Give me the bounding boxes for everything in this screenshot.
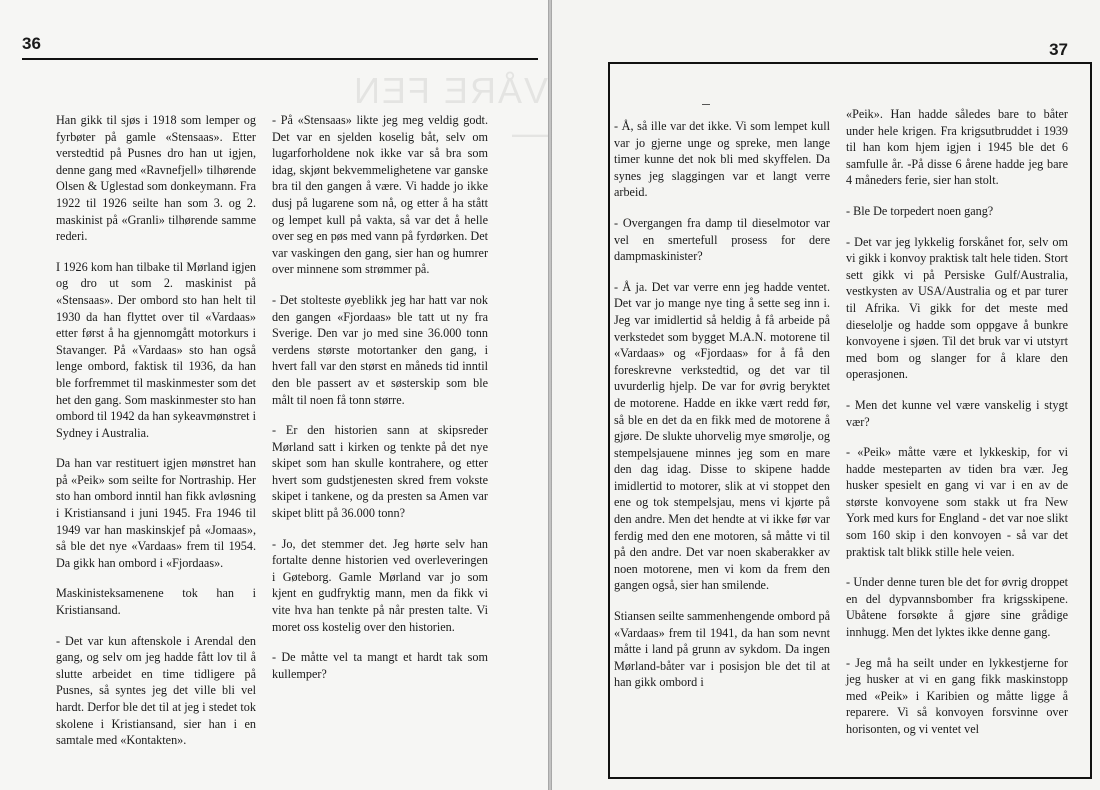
paragraph: - Det stolteste øyeblikk jeg har hatt var nok den gangen «Fjordaas» ble tatt ut ny fra Sverige. Den var jo med sine 36.000 tonn verdens største motortanker den gang, i hvert fall var den størst en måneds tid inntil den ble passert av et søsterskip som ble målt til noen få tonn større. xyxy=(272,292,488,407)
paragraph: - På «Stensaas» likte jeg meg veldig godt. Det var en sjelden koselig båt, selv om lugarforholdene nok ikke var så bra som idag, skjønt bekvemmelighetene var ganske bra til den gangen å være. Vi hadde jo ikke dusj på lugarene som nå, og etter å ha stått og lempet kull på vakta, så var det å helle over seg en pøs med vann på fyrdørken. Det var vaskingen den gang, sier han og humrer over minnene som strømmer på. xyxy=(272,113,488,277)
paragraph: - Å, så ille var det ikke. Vi som lempet kull var jo gjerne unge og spreke, men lange timer kunne det nok bli med skyffelen. Da synes jeg slaggingen var et langt verre arbeid. xyxy=(614,119,830,200)
paragraph: - Under denne turen ble det for øvrig droppet en del dypvannsbomber fra krigsskipene. Ubåtene forsøkte å gjøre sine grådige innhugg. Men det lyktes ikke denne gang. xyxy=(846,575,1068,640)
top-rule-left xyxy=(22,58,538,60)
paragraph: Stiansen seilte sammenhengende ombord på «Vardaas» frem til 1941, da han som nevnt måtte i land på grunn av sykdom. Da ingen Mørland-båter var i posisjon ble det til at han gikk ombord i xyxy=(614,609,830,690)
right-page xyxy=(552,0,1100,790)
right-column-1 xyxy=(614,118,830,705)
paragraph: Maskinisteksamenene tok han i Kristiansand. xyxy=(56,586,256,618)
paragraph: - Jeg må ha seilt under en lykkestjerne for jeg husker at vi en gang fikk maskinstopp med «Peik» i Karibien og måtte ligge å reparere. Vi så konvoyen forsvinne over horisonten, og vi ventet vel xyxy=(846,655,1068,736)
paragraph: «Peik». Han hadde således bare to båter under hele krigen. Fra krigsutbruddet i 1939 til han kom hjem igjen i 1945 ble det 6 samfulle år. -På disse 6 årene hadde jeg bare 4 måneders ferie, sier han stolt. xyxy=(846,107,1068,188)
right-column-2 xyxy=(846,106,1068,752)
paragraph: - Jo, det stemmer det. Jeg hørte selv han fortalte denne historien ved overleveringen i Gøteborg. Gamle Mørland var jo som kjent en gudfryktig mann, men da fikk vi vite hva han tenkte på når presten talte. Vi moret oss kostelig over den historien. xyxy=(272,536,488,634)
paragraph: - Overgangen fra damp til dieselmotor var vel en smertefull prosess for dere dampmaskinister? xyxy=(614,215,830,264)
left-column-2 xyxy=(272,112,488,696)
paragraph: Da han var restituert igjen mønstret han på «Peik» som seilte for Nortraship. Her sto han ombord inntil han fikk avløsning i Kristiansand i juni 1945. Fra 1946 til 1949 var han maskinskjef på «Jomaas», så ble det nye «Vardaas» frem til 1954. Da gikk han ombord i «Fjordaas». xyxy=(56,456,256,570)
paragraph: - Det var jeg lykkelig forskånet for, selv om vi gikk i konvoy praktisk talt hele tiden. Stort sett gikk vi på Persiske Gulf/Australia, vestkysten av USA/Australia og et par turer til Afrika. Vi gikk for det meste med dieselolje og hadde som oppgave å bunkre konvoyene i sjøen. Til det bruk var vi utstyrt med bom og slanger for å klare den operasjonen. xyxy=(846,234,1068,382)
paragraph: - De måtte vel ta mangt et hardt tak som kullemper? xyxy=(272,650,488,681)
left-page xyxy=(0,0,548,790)
page-number-left: 36 xyxy=(22,34,41,53)
left-column-1 xyxy=(56,112,256,763)
top-rule-right xyxy=(608,62,1092,64)
dash-mark xyxy=(702,104,710,105)
paragraph: - Ble De torpedert noen gang? xyxy=(846,203,994,218)
paragraph: - Men det kunne vel være vanskelig i stygt vær? xyxy=(846,397,1068,429)
paragraph: - Å ja. Det var verre enn jeg hadde ventet. Det var jo mange nye ting å sette seg inn i. Jeg var imidlertid så heldig å få arbeide på verkstedet som bygget M.A.N. motorene til «Vardaas» og «Fjordaas» for å få den foreskrevne verkstedtid, og det var til uvurderlig hjelp. De var for øvrig beryktet de motorene. Hadde en ikke vært redd før, så ble en det da en fikk med de motorene å gjøre. De slukte uhorvelig mye smørolje, og stempelsjauene minnes jeg som en mare den dag idag. Disse to skipene hadde imidlertid to motorer, slik at vi stoppet den ene og tok stempelsjau, mens vi kjørte på den andre. Men det hendte at vi ikke før var ferdig med den ene motoren, så måtte vi til på den andre. Det var noen skaberakker av noen motorene, men vi kom da frem den gangen også, sier han smilende. xyxy=(614,279,830,593)
paragraph: I 1926 kom han tilbake til Mørland igjen og dro ut som 2. maskinist på «Stensaas». Der ombord sto han helt til 1930 da han flyttet over til «Vardaas» etter først å ha gjennomgått motorkurs i Stavanger. På «Vardaas» sto han også lenge ombord, faktisk til 1936, da han ble forfremmet til maskinmester som det het den gang. Som maskinmester sto han ombord til 1942 da han sykeavmønstret i Sydney i Australia. xyxy=(56,259,256,440)
paragraph: - «Peik» måtte være et lykkeskip, for vi hadde mesteparten av tiden bra vær. Jeg husker spesielt en gang vi var i en av de største konvoyene som stakk ut fra New York med kurs for England - det var noe slikt som 160 skip i den konvoyen - så var det praktisk talt blikk stille hele veien. xyxy=(846,445,1068,559)
bleed-through-text: VÅRE FEN— xyxy=(351,70,548,153)
paragraph: - Det var kun aftenskole i Arendal den gang, og selv om jeg hadde fått lov til å slutte arbeidet en time tidligere på Pusnes, så syntes jeg det ville bli vel hardt. Derfor ble det til at jeg i stedet tok skolene i Kristiansand, sier han i en samtale med «Kontakten». xyxy=(56,633,256,748)
paragraph: - Er den historien sann at skipsreder Mørland satt i kirken og tenkte på det nye skipet som han skulle kontrahere, og etter hvert som gudstjenesten skred frem vokste skipet i tankene, og da presten sa Amen var skipet blitt på 36.000 tonn? xyxy=(272,423,488,521)
page-number-right: 37 xyxy=(1049,40,1068,59)
paragraph: Han gikk til sjøs i 1918 som lemper og fyrbøter på gamle «Stensaas». Etter verstedtid på Pusnes dro han ut igjen, denne gang med «Ravnefjell» tilhørende Olsen & Uglestad som donkeymann. Fra 1922 til 1926 seilte han som 3. og 2. maskinist på «Granli» tilhørende samme rederi. xyxy=(56,113,256,244)
